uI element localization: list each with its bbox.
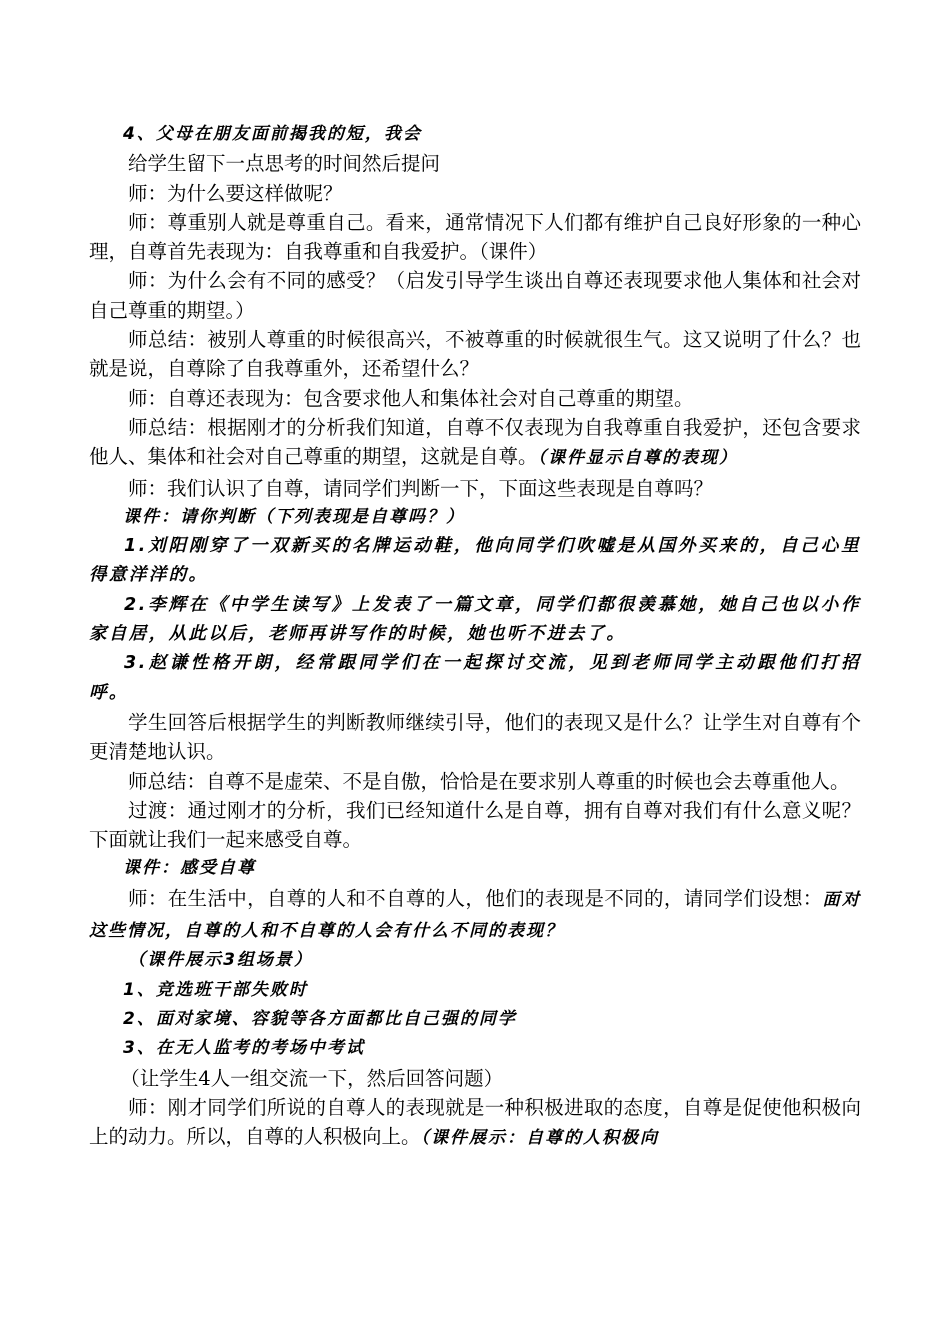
- paragraph: [89, 413, 861, 474]
- paragraph: 学生回答后根据学生的判断教师继续引导，他们的表现又是什么？让学生对自尊有个更清楚地认识。: [89, 710, 861, 764]
- paragraph: 过渡：通过刚才的分析，我们已经知道什么是自尊，拥有自尊对我们有什么意义呢？下面就让我们一起来感受自尊。: [89, 798, 861, 852]
- paragraph: 师：尊重别人就是尊重自己。看来，通常情况下人们都有维护自己良好形象的一种心理，自尊首先表现为：自我尊重和自我爱护。（课件）: [89, 210, 861, 264]
- paragraph: 1.刘阳刚穿了一双新买的名牌运动鞋，他向同学们吹嘘是从国外买来的，自己心里得意洋洋的。: [89, 536, 861, 586]
- paragraph: 2、面对家境、容貌等各方面都比自己强的同学: [123, 1008, 517, 1029]
- paragraph: 师总结：自尊不是虚荣、不是自傲，恰恰是在要求别人尊重的时候也会去尊重他人。: [128, 769, 850, 793]
- paragraph-emphasis: 面对这些情况，自尊的人和不自尊的人会有什么不同的表现？: [89, 889, 861, 942]
- paragraph: 4、父母在朋友面前揭我的短，我会: [123, 124, 422, 144]
- paragraph: [89, 884, 861, 947]
- paragraph: 师：我们认识了自尊，请同学们判断一下，下面这些表现是自尊吗？: [128, 476, 714, 500]
- paragraph-emphasis: （课件展示：自尊的人积极向: [420, 1128, 660, 1149]
- paragraph: （课件展示3组场景）: [128, 950, 313, 971]
- paragraph: 给学生留下一点思考的时间然后提问: [128, 152, 441, 176]
- paragraph: 师：自尊还表现为：包含要求他人和集体社会对自己尊重的期望。: [128, 386, 694, 410]
- paragraph: 2.李辉在《中学生读写》上发表了一篇文章，同学们都很羡慕她，她自己也以小作家自居，从此以后，老师再讲写作的时候，她也听不进去了。: [89, 594, 861, 645]
- paragraph: [89, 1093, 861, 1154]
- paragraph-text: 师总结：根据刚才的分析我们知道，自尊不仅表现为自我尊重自我爱护，还包含要求他人、集体和社会对自己尊重的期望，这就是自尊。: [89, 415, 861, 469]
- paragraph: 师总结：被别人尊重的时候很高兴，不被尊重的时候就很生气。这又说明了什么？也就是说，自尊除了自我尊重外，还希望什么？: [89, 328, 861, 381]
- paragraph: 课件：感受自尊: [123, 858, 256, 879]
- document-page: [89, 120, 861, 1153]
- paragraph: 3、在无人监考的考场中考试: [123, 1038, 365, 1059]
- paragraph-text: 师：刚才同学们所说的自尊人的表现就是一种积极进取的态度，自尊是促使他积极向上的动力。所以，自尊的人积极向上。: [89, 1095, 861, 1149]
- paragraph-text: 师：在生活中，自尊的人和不自尊的人，他们的表现是不同的，请同学们设想：: [128, 886, 823, 910]
- paragraph-emphasis: （课件显示自尊的表现）: [537, 448, 739, 469]
- paragraph: （让学生4人一组交流一下，然后回答问题）: [120, 1066, 504, 1090]
- paragraph: 课件：请你判断（下列表现是自尊吗？）: [123, 506, 465, 527]
- paragraph: 师：为什么要这样做呢？: [128, 181, 343, 205]
- paragraph: 1、竞选班干部失败时: [123, 979, 308, 1000]
- paragraph: 3.赵谦性格开朗，经常跟同学们在一起探讨交流，见到老师同学主动跟他们打招呼。: [89, 653, 861, 703]
- paragraph: 师：为什么会有不同的感受？（启发引导学生谈出自尊还表现要求他人集体和社会对自己尊重的期望。）: [89, 269, 861, 322]
